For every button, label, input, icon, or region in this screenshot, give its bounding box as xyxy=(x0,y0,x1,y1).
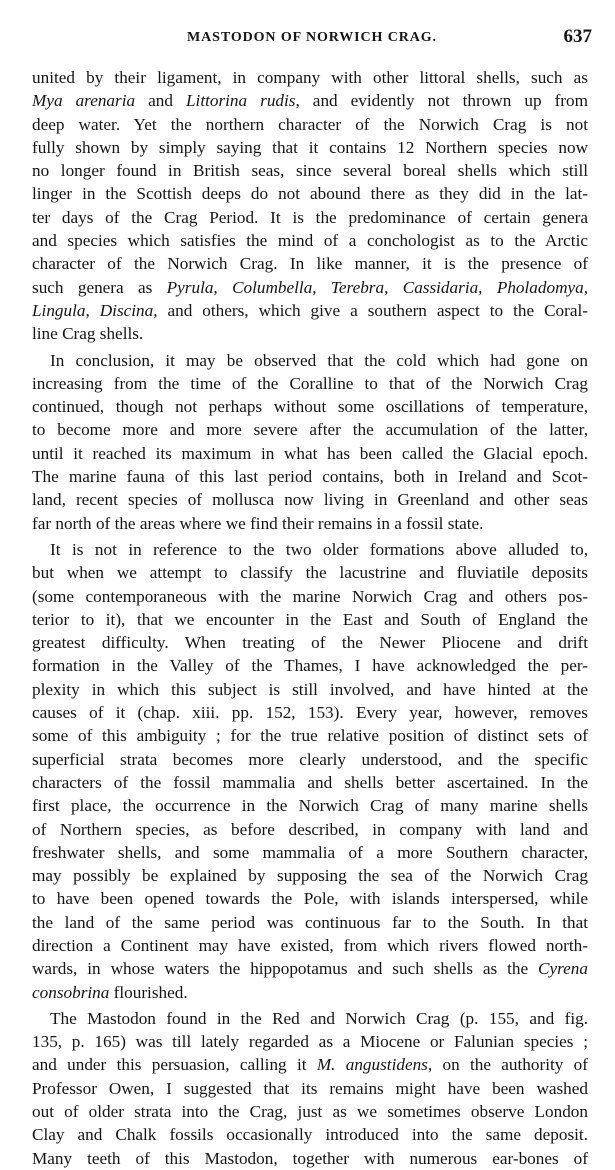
text-line xyxy=(32,724,588,747)
text-run: terior to it), that we encounter in the East and South of England the xyxy=(32,609,588,629)
text-run: characters of the fossil mammalia and shells better ascertained. In the xyxy=(32,772,588,792)
body-text xyxy=(32,66,588,1170)
text-line xyxy=(32,585,588,608)
text-run: In conclusion, it may be observed that the cold which had gone on xyxy=(50,350,588,370)
text-run: to have been opened towards the Pole, with islands interspersed, while xyxy=(32,889,588,909)
text-run: continued, though not perhaps without some oscillations of temperature, xyxy=(32,397,588,417)
text-run: freshwater shells, and some mammalia of a more Southern character, xyxy=(32,842,588,862)
text-run: flourished. xyxy=(109,982,188,1002)
text-run: greatest difficulty. When treating of the Newer Pliocene and drift xyxy=(32,633,588,653)
text-line xyxy=(32,322,588,345)
text-line xyxy=(32,864,588,887)
text-line xyxy=(32,395,588,418)
running-head xyxy=(32,28,592,52)
text-line xyxy=(32,512,588,535)
page-number: 637 xyxy=(563,26,592,47)
text-run: no longer found in British seas, since several boreal shells which still xyxy=(32,161,588,181)
text-run: causes of it (chap. xiii. pp. 152, 153). Every year, however, removes xyxy=(32,703,588,723)
italic-term: Pyrula, Columbella, Terebra, Cassidaria, Pholadomya, xyxy=(166,277,588,297)
text-run: may possibly be explained by supposing the sea of the Norwich Crag xyxy=(32,866,588,886)
text-line xyxy=(32,561,588,584)
italic-term: consobrina xyxy=(32,982,110,1002)
text-run: formation in the Valley of the Thames, I have acknowledged the per- xyxy=(32,656,588,676)
text-run: The marine fauna of this last period contains, both in Ireland and Scot- xyxy=(32,467,588,487)
text-run: line Crag shells. xyxy=(32,324,144,344)
text-line xyxy=(32,206,588,229)
text-line xyxy=(32,981,588,1004)
text-run: It is not in reference to the two older formations above alluded to, xyxy=(50,539,588,559)
text-line xyxy=(32,252,588,275)
text-run: 135, p. 165) was till lately regarded as a Miocene or Falunian species ; xyxy=(32,1032,588,1052)
text-line xyxy=(32,372,588,395)
text-line xyxy=(32,113,588,136)
text-run: , and evidently not thrown up from xyxy=(295,91,588,111)
text-line xyxy=(32,771,588,794)
text-run: such genera as xyxy=(32,277,167,297)
text-line xyxy=(32,654,588,677)
italic-term: Mya arenaria xyxy=(32,91,136,111)
text-run: and others, which give a southern aspect to the Coral- xyxy=(157,300,588,320)
text-line xyxy=(32,887,588,910)
text-run: first place, the occurrence in the Norwich Crag of many marine shells xyxy=(32,796,588,816)
text-run: and under this persuasion, calling it xyxy=(32,1055,317,1075)
text-line xyxy=(32,182,588,205)
text-line xyxy=(32,1147,588,1170)
text-run: some of this ambiguity ; for the true relative position of distinct sets of xyxy=(32,726,588,746)
text-run: united by their ligament, in company with other littoral shells, such as xyxy=(32,68,588,87)
text-run: The Mastodon found in the Red and Norwich Crag (p. 155, and fig. xyxy=(50,1008,588,1028)
running-title: MASTODON OF NORWICH CRAG. xyxy=(187,30,437,45)
text-line xyxy=(32,794,588,817)
text-line xyxy=(32,229,588,252)
text-run: and species which satisfies the mind of a conchologist as to the Arctic xyxy=(32,231,588,251)
text-line xyxy=(32,1123,588,1146)
text-line xyxy=(32,276,588,299)
text-line xyxy=(32,957,588,980)
text-run: character of the Norwich Crag. In like manner, it is the presence of xyxy=(32,254,588,274)
text-line xyxy=(32,818,588,841)
paragraph xyxy=(32,66,588,346)
text-run: , on the authority of xyxy=(427,1055,588,1075)
text-line xyxy=(32,1053,588,1076)
text-line xyxy=(32,911,588,934)
italic-term: M. angustidens xyxy=(316,1055,428,1075)
paragraph xyxy=(32,349,588,535)
text-line xyxy=(32,299,588,322)
text-run: Professor Owen, I suggested that its remains might have been washed xyxy=(32,1078,588,1098)
text-line xyxy=(32,841,588,864)
text-line xyxy=(32,631,588,654)
text-line xyxy=(32,136,588,159)
text-line xyxy=(32,934,588,957)
text-run: deep water. Yet the northern character of the Norwich Crag is not xyxy=(32,114,588,134)
paragraph xyxy=(32,1007,588,1170)
text-line xyxy=(32,678,588,701)
text-line xyxy=(32,418,588,441)
text-run: Clay and Chalk fossils occasionally introduced into the same deposit. xyxy=(32,1125,588,1145)
text-run: (some contemporaneous with the marine Norwich Crag and others pos- xyxy=(32,586,588,606)
text-run: increasing from the time of the Coralline to that of the Norwich Crag xyxy=(32,373,588,393)
text-run: linger in the Scottish deeps do not abound there as they did in the lat- xyxy=(32,184,588,204)
text-line xyxy=(32,1030,588,1053)
text-run: to become more and more severe after the accumulation of the latter, xyxy=(32,420,588,440)
text-line xyxy=(32,488,588,511)
text-run: direction a Continent may have existed, from which rivers flowed north- xyxy=(32,935,588,955)
text-line xyxy=(32,349,588,372)
paragraph xyxy=(32,538,588,1004)
text-line xyxy=(32,701,588,724)
text-run: of Northern species, as before described, in company with land and xyxy=(32,819,588,839)
text-line xyxy=(32,1007,588,1030)
text-run: Many teeth of this Mastodon, together with numerous ear-bones of xyxy=(32,1148,588,1168)
text-run: wards, in whose waters the hippopotamus and such shells as the xyxy=(32,959,539,979)
text-run: far north of the areas where we find their remains in a fossil state. xyxy=(32,513,484,533)
text-line xyxy=(32,1077,588,1100)
text-line xyxy=(32,442,588,465)
text-run: until it reached its maximum in what has been called the Glacial epoch. xyxy=(32,443,588,463)
text-run: land, recent species of mollusca now living in Greenland and other seas xyxy=(32,490,588,510)
text-run: and xyxy=(135,91,186,111)
italic-term: Lingula, Discina, xyxy=(32,300,158,320)
text-line xyxy=(32,465,588,488)
text-line xyxy=(32,89,588,112)
italic-term: Cyrena xyxy=(538,959,588,979)
text-run: superficial strata becomes more clearly understood, and the specific xyxy=(32,749,588,769)
text-run: the land of the same period was continuous far to the South. In that xyxy=(32,912,588,932)
text-run: ter days of the Crag Period. It is the predominance of certain genera xyxy=(32,207,588,227)
italic-term: Littorina rudis xyxy=(185,91,296,111)
text-run: plexity in which this subject is still involved, and have hinted at the xyxy=(32,679,588,699)
text-line xyxy=(32,748,588,771)
text-run: but when we attempt to classify the lacustrine and fluviatile deposits xyxy=(32,563,588,583)
text-line xyxy=(32,608,588,631)
text-line xyxy=(32,1100,588,1123)
text-run: fully shown by simply saying that it contains 12 Northern species now xyxy=(32,137,588,157)
text-line xyxy=(32,538,588,561)
text-line xyxy=(32,66,588,89)
text-run: out of older strata into the Crag, just as we sometimes observe London xyxy=(32,1102,588,1122)
text-line xyxy=(32,159,588,182)
